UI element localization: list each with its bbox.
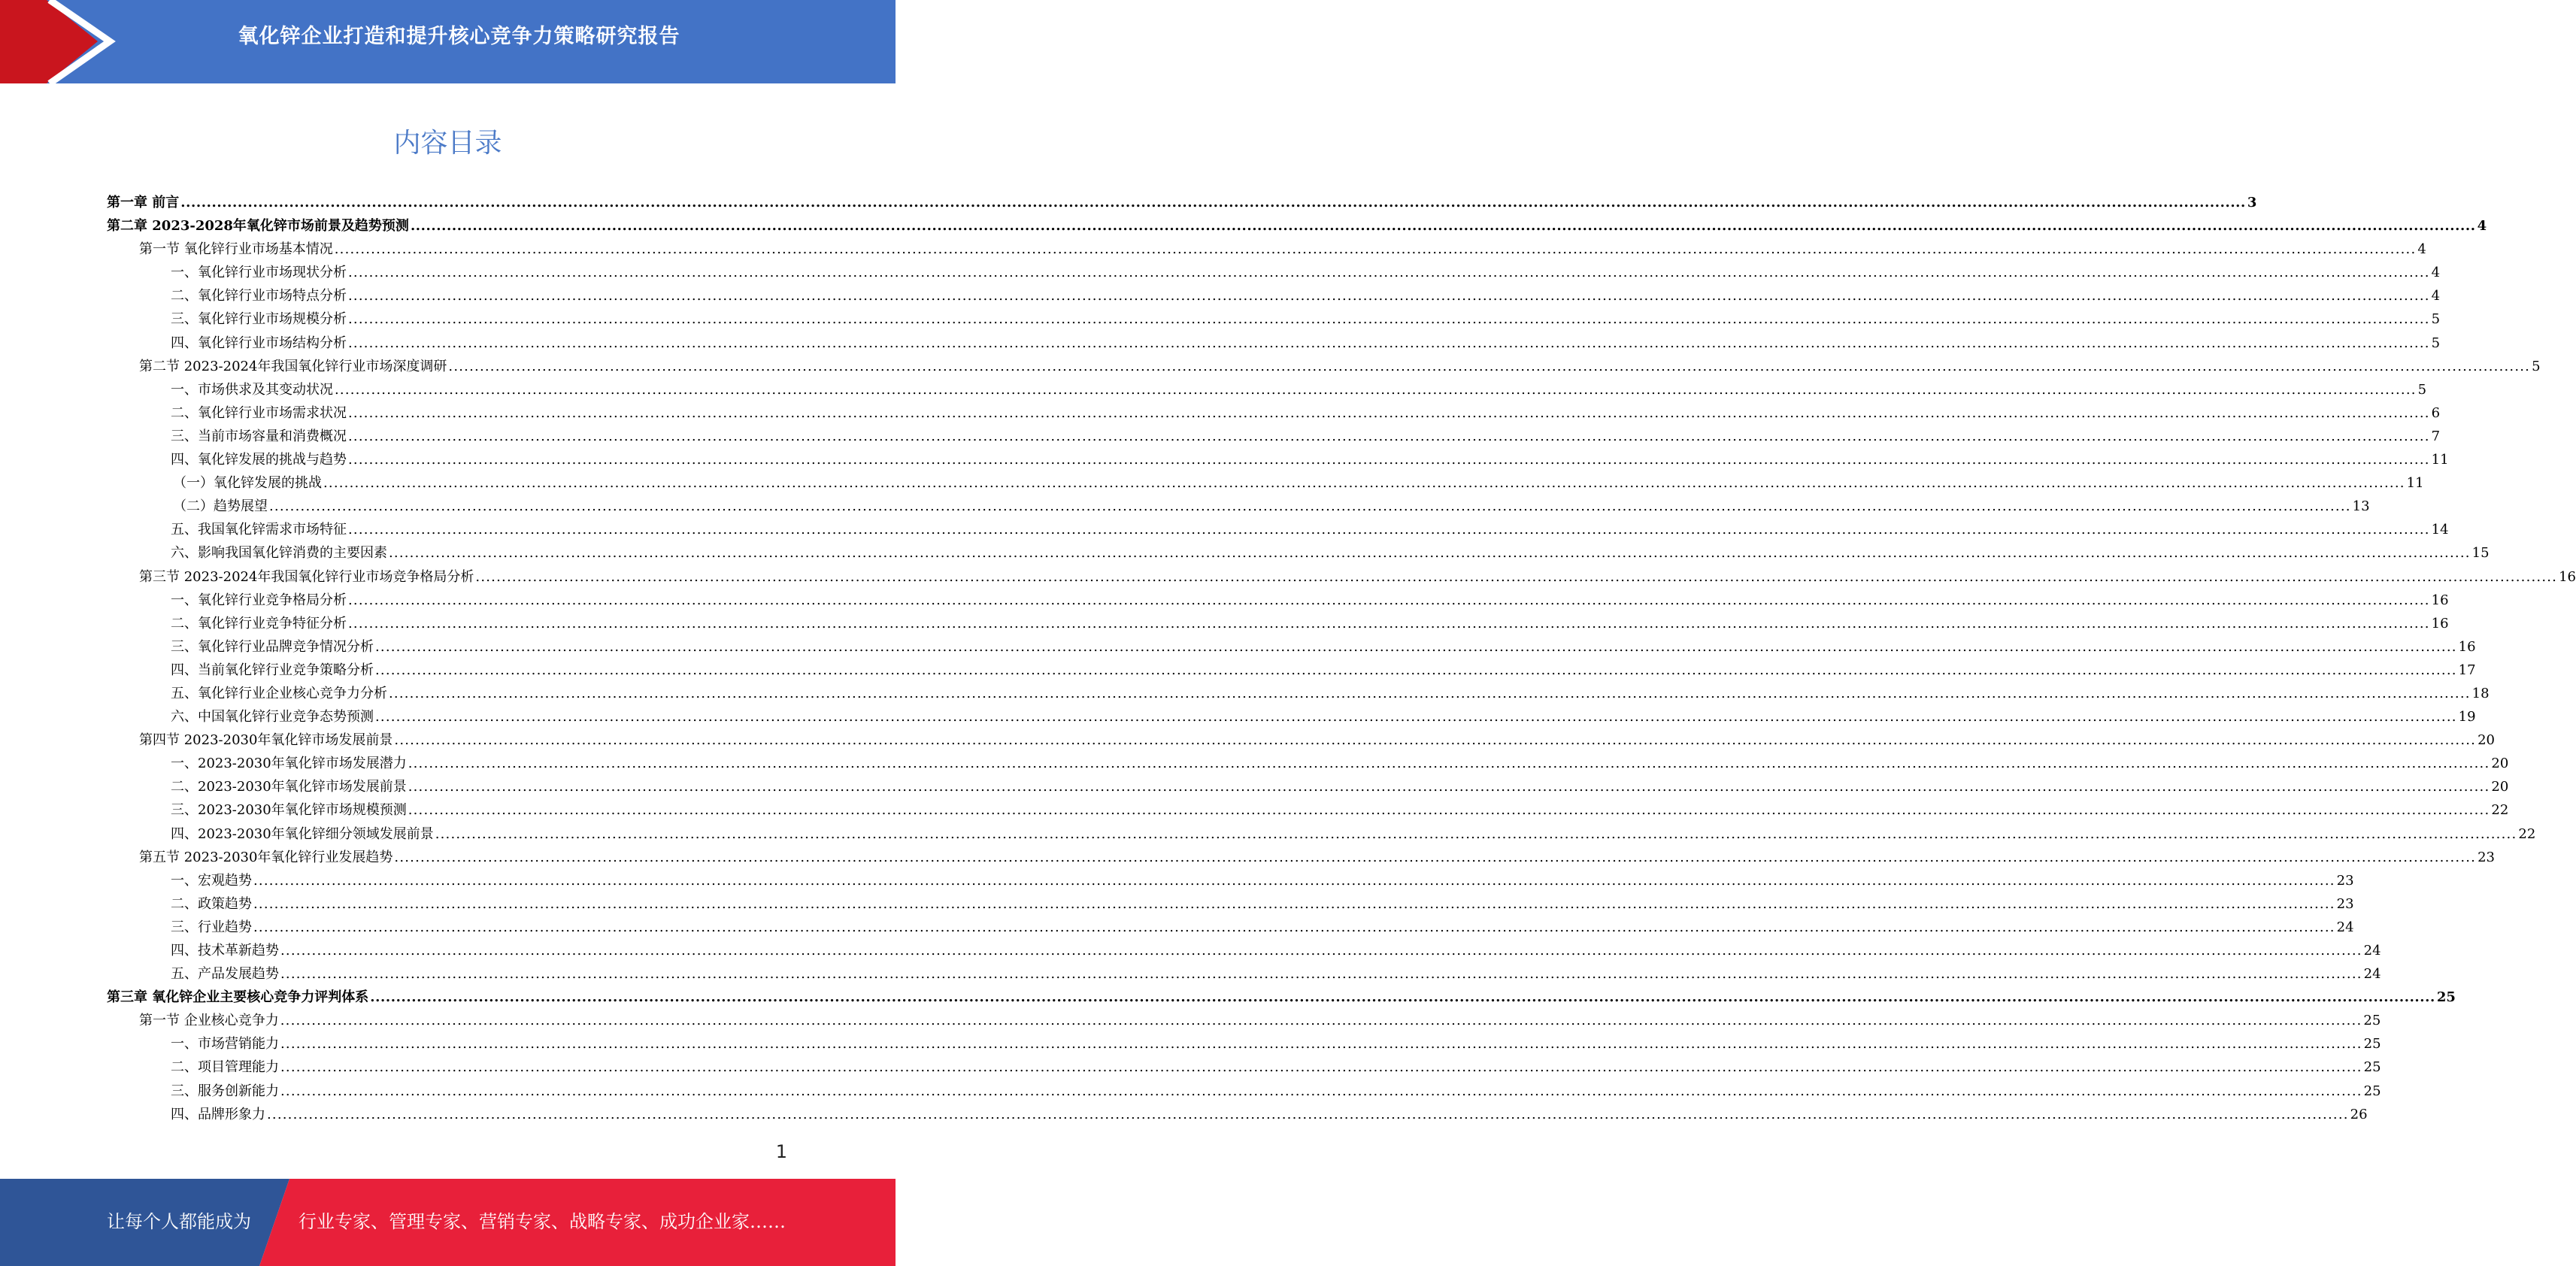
toc-entry[interactable] xyxy=(0,284,2441,307)
toc-entry-page: 15 xyxy=(2471,545,2490,562)
toc-entry[interactable] xyxy=(0,261,2441,284)
toc-entry-page: 5 xyxy=(2431,335,2441,351)
toc-entry-title: 第一章 前言 xyxy=(107,195,180,210)
toc-entry[interactable] xyxy=(0,892,2354,916)
toc-entry-title: 三、行业趋势 xyxy=(171,919,252,935)
toc-entry-title: 第二章 2023-2028年氧化锌市场前景及趋势预测 xyxy=(107,218,409,235)
toc-entry[interactable] xyxy=(0,518,2449,541)
page-number: 1 xyxy=(775,1141,787,1162)
toc-entry-page: 20 xyxy=(2478,732,2495,749)
toc-dot-leader: ................................................................................................................................................................................................................................................................................................................................................................................................................ xyxy=(280,1013,2362,1029)
toc-entry-title: 二、氧化锌行业市场需求状况 xyxy=(171,404,347,421)
toc-entry-title: 第五节 2023-2030年氧化锌行业发展趋势 xyxy=(139,849,393,865)
toc-entry-title: 二、氧化锌行业市场特点分析 xyxy=(171,288,347,304)
toc-entry-title: 五、产品发展趋势 xyxy=(171,966,279,983)
toc-dot-leader: ................................................................................................................................................................................................................................................................................................................................................................................................................ xyxy=(348,335,2430,351)
toc-entry[interactable] xyxy=(0,822,2536,846)
header-banner xyxy=(0,0,896,83)
toc-entry[interactable] xyxy=(0,565,2576,589)
toc-entry[interactable] xyxy=(0,939,2381,962)
toc-entry[interactable] xyxy=(0,191,2257,214)
toc-entry-page: 11 xyxy=(2406,475,2424,492)
toc-entry-title: 二、项目管理能力 xyxy=(171,1059,279,1076)
toc-dot-leader: ................................................................................................................................................................................................................................................................................................................................................................................................................ xyxy=(253,919,2335,935)
toc-entry-page: 3 xyxy=(2247,195,2257,210)
toc-entry[interactable] xyxy=(0,1103,2368,1126)
toc-entry[interactable] xyxy=(0,332,2441,355)
toc-entry[interactable] xyxy=(0,589,2449,612)
toc-entry-page: 25 xyxy=(2363,1059,2381,1076)
toc-entry[interactable] xyxy=(0,846,2495,869)
toc-dot-leader: ................................................................................................................................................................................................................................................................................................................................................................................................................ xyxy=(180,195,2246,210)
toc-entry[interactable] xyxy=(0,307,2441,331)
toc-entry-title: 三、氧化锌行业市场规模分析 xyxy=(171,311,347,328)
toc-dot-leader: ................................................................................................................................................................................................................................................................................................................................................................................................................ xyxy=(348,404,2430,421)
toc-entry-page: 24 xyxy=(2363,943,2381,959)
toc-entry[interactable] xyxy=(0,448,2449,471)
toc-entry-page: 6 xyxy=(2431,404,2441,421)
toc-dot-leader: ................................................................................................................................................................................................................................................................................................................................................................................................................ xyxy=(348,615,2430,631)
toc-entry[interactable] xyxy=(0,869,2354,892)
toc-entry-title: 四、氧化锌行业市场结构分析 xyxy=(171,335,347,351)
toc-entry-page: 14 xyxy=(2431,522,2449,538)
toc-entry[interactable] xyxy=(0,471,2424,495)
toc-entry-page: 24 xyxy=(2363,966,2381,983)
toc-dot-leader: ................................................................................................................................................................................................................................................................................................................................................................................................................ xyxy=(269,498,2351,515)
toc-dot-leader: ................................................................................................................................................................................................................................................................................................................................................................................................................ xyxy=(448,358,2531,374)
toc-entry-title: 五、氧化锌行业企业核心竞争力分析 xyxy=(171,685,387,701)
toc-entry-title: 一、2023-2030年氧化锌市场发展潜力 xyxy=(171,756,407,772)
toc-entry-title: （二）趋势展望 xyxy=(173,498,268,515)
toc-entry-page: 23 xyxy=(2336,872,2354,889)
header-arrow-decoration xyxy=(0,0,120,83)
toc-entry-page: 25 xyxy=(2436,989,2456,1006)
toc-entry-page: 16 xyxy=(2559,568,2576,585)
toc-dot-leader: ................................................................................................................................................................................................................................................................................................................................................................................................................ xyxy=(435,825,2517,842)
toc-entry[interactable] xyxy=(0,238,2426,261)
toc-entry[interactable] xyxy=(0,425,2441,448)
toc-entry-page: 18 xyxy=(2471,685,2490,701)
toc-entry[interactable] xyxy=(0,1009,2381,1032)
toc-entry[interactable] xyxy=(0,355,2541,378)
toc-entry-title: 一、市场营销能力 xyxy=(171,1036,279,1052)
toc-entry-title: 三、当前市场容量和消费概况 xyxy=(171,428,347,444)
footer-slogan: 让每个人都能成为 xyxy=(107,1211,251,1232)
toc-entry[interactable] xyxy=(0,495,2370,518)
toc-dot-leader: ................................................................................................................................................................................................................................................................................................................................................................................................................ xyxy=(375,638,2457,655)
toc-entry-title: 二、政策趋势 xyxy=(171,895,252,912)
toc-entry-title: 四、技术革新趋势 xyxy=(171,943,279,959)
toc-dot-leader: ................................................................................................................................................................................................................................................................................................................................................................................................................ xyxy=(375,709,2457,725)
toc-entry-page: 13 xyxy=(2352,498,2370,515)
toc-entry-title: 第四节 2023-2030年氧化锌市场发展前景 xyxy=(139,732,393,749)
toc-entry-page: 16 xyxy=(2458,638,2476,655)
toc-dot-leader: ................................................................................................................................................................................................................................................................................................................................................................................................................ xyxy=(280,966,2362,983)
toc-entry-page: 16 xyxy=(2431,592,2449,608)
toc-dot-leader: ................................................................................................................................................................................................................................................................................................................................................................................................................ xyxy=(348,428,2430,444)
toc-entry-page: 19 xyxy=(2458,709,2476,725)
toc-entry[interactable] xyxy=(0,659,2476,682)
toc-dot-leader: ................................................................................................................................................................................................................................................................................................................................................................................................................ xyxy=(348,452,2430,468)
toc-entry[interactable] xyxy=(0,916,2354,939)
toc-entry-title: 一、氧化锌行业竞争格局分析 xyxy=(171,592,347,608)
toc-entry-page: 16 xyxy=(2431,615,2449,631)
toc-dot-leader: ................................................................................................................................................................................................................................................................................................................................................................................................................ xyxy=(253,895,2335,912)
toc-entry[interactable] xyxy=(0,401,2441,425)
toc-entry-page: 20 xyxy=(2491,779,2509,795)
toc-dot-leader: ................................................................................................................................................................................................................................................................................................................................................................................................................ xyxy=(335,381,2417,398)
toc-entry-title: 第三节 2023-2024年我国氧化锌行业市场竞争格局分析 xyxy=(139,568,474,585)
toc-entry-title: 三、服务创新能力 xyxy=(171,1083,279,1099)
toc-entry-title: 一、宏观趋势 xyxy=(171,872,252,889)
toc-entry[interactable] xyxy=(0,1080,2381,1103)
toc-entry[interactable] xyxy=(0,728,2495,752)
toc-entry-title: 四、当前氧化锌行业竞争策略分析 xyxy=(171,662,374,678)
toc-entry[interactable] xyxy=(0,705,2476,728)
toc-entry-title: 四、品牌形象力 xyxy=(171,1106,265,1122)
toc-entry[interactable] xyxy=(0,682,2490,705)
toc-dot-leader: ................................................................................................................................................................................................................................................................................................................................................................................................................ xyxy=(280,1036,2362,1052)
toc-dot-leader: ................................................................................................................................................................................................................................................................................................................................................................................................................ xyxy=(389,545,2471,562)
toc-dot-leader: ................................................................................................................................................................................................................................................................................................................................................................................................................ xyxy=(348,311,2430,328)
toc-dot-leader: ................................................................................................................................................................................................................................................................................................................................................................................................................ xyxy=(267,1106,2349,1122)
toc-dot-leader: ................................................................................................................................................................................................................................................................................................................................................................................................................ xyxy=(348,592,2430,608)
toc-dot-leader: ................................................................................................................................................................................................................................................................................................................................................................................................................ xyxy=(280,1059,2362,1076)
toc-dot-leader: ................................................................................................................................................................................................................................................................................................................................................................................................................ xyxy=(410,218,2476,235)
toc-dot-leader: ................................................................................................................................................................................................................................................................................................................................................................................................................ xyxy=(408,779,2490,795)
toc-entry[interactable] xyxy=(0,541,2490,565)
toc-dot-leader: ................................................................................................................................................................................................................................................................................................................................................................................................................ xyxy=(348,265,2430,281)
toc-entry-page: 25 xyxy=(2363,1083,2381,1099)
toc-entry-page: 23 xyxy=(2478,849,2495,865)
toc-entry[interactable] xyxy=(0,635,2476,659)
toc-entry-page: 4 xyxy=(2431,288,2441,304)
toc-entry-title: 三、2023-2030年氧化锌市场规模预测 xyxy=(171,802,407,819)
toc-list xyxy=(0,191,2576,1126)
toc-entry[interactable] xyxy=(0,1056,2381,1079)
toc-entry-title: （一）氧化锌发展的挑战 xyxy=(173,475,322,492)
toc-entry-title: 二、氧化锌行业竞争特征分析 xyxy=(171,615,347,631)
toc-entry-title: 一、氧化锌行业市场现状分析 xyxy=(171,265,347,281)
toc-dot-leader: ................................................................................................................................................................................................................................................................................................................................................................................................................ xyxy=(348,288,2430,304)
report-title: 氧化锌企业打造和提升核心竞争力策略研究报告 xyxy=(238,25,680,48)
toc-entry-title: 一、市场供求及其变动状况 xyxy=(171,381,333,398)
toc-entry-page: 23 xyxy=(2336,895,2354,912)
toc-entry-page: 4 xyxy=(2477,218,2487,235)
toc-title: 内容目录 xyxy=(393,128,502,159)
toc-entry-title: 第一节 氧化锌行业市场基本情况 xyxy=(139,241,333,258)
toc-entry[interactable] xyxy=(0,214,2487,238)
toc-entry-page: 20 xyxy=(2491,756,2509,772)
toc-entry-title: 六、中国氧化锌行业竞争态势预测 xyxy=(171,709,374,725)
toc-dot-leader: ................................................................................................................................................................................................................................................................................................................................................................................................................ xyxy=(323,475,2405,492)
toc-entry-title: 五、我国氧化锌需求市场特征 xyxy=(171,522,347,538)
toc-dot-leader: ................................................................................................................................................................................................................................................................................................................................................................................................................ xyxy=(348,522,2430,538)
toc-dot-leader: ................................................................................................................................................................................................................................................................................................................................................................................................................ xyxy=(375,662,2457,678)
toc-entry[interactable] xyxy=(0,798,2509,822)
toc-dot-leader: ................................................................................................................................................................................................................................................................................................................................................................................................................ xyxy=(280,943,2362,959)
toc-entry-page: 25 xyxy=(2363,1013,2381,1029)
toc-entry-title: 四、氧化锌发展的挑战与趋势 xyxy=(171,452,347,468)
toc-dot-leader: ................................................................................................................................................................................................................................................................................................................................................................................................................ xyxy=(394,732,2477,749)
toc-entry-page: 22 xyxy=(2491,802,2509,819)
toc-dot-leader: ................................................................................................................................................................................................................................................................................................................................................................................................................ xyxy=(280,1083,2362,1099)
toc-entry-title: 第二节 2023-2024年我国氧化锌行业市场深度调研 xyxy=(139,358,447,374)
toc-entry-page: 17 xyxy=(2458,662,2476,678)
toc-entry-page: 7 xyxy=(2431,428,2441,444)
toc-entry[interactable] xyxy=(0,752,2509,775)
toc-entry-title: 第一节 企业核心竞争力 xyxy=(139,1013,279,1029)
toc-dot-leader: ................................................................................................................................................................................................................................................................................................................................................................................................................ xyxy=(475,568,2558,585)
toc-entry[interactable] xyxy=(0,378,2427,401)
toc-entry-page: 4 xyxy=(2417,241,2426,258)
toc-dot-leader: ................................................................................................................................................................................................................................................................................................................................................................................................................ xyxy=(334,241,2417,258)
toc-entry-title: 二、2023-2030年氧化锌市场发展前景 xyxy=(171,779,407,795)
toc-entry-title: 六、影响我国氧化锌消费的主要因素 xyxy=(171,545,387,562)
toc-entry-page: 5 xyxy=(2417,381,2427,398)
toc-entry-page: 4 xyxy=(2431,265,2441,281)
toc-entry-page: 11 xyxy=(2431,452,2449,468)
toc-entry-page: 5 xyxy=(2431,311,2441,328)
toc-entry-page: 26 xyxy=(2350,1106,2368,1122)
toc-dot-leader: ................................................................................................................................................................................................................................................................................................................................................................................................................ xyxy=(389,685,2471,701)
toc-entry-page: 25 xyxy=(2363,1036,2381,1052)
toc-entry-title: 第三章 氧化锌企业主要核心竞争力评判体系 xyxy=(107,989,369,1006)
toc-dot-leader: ................................................................................................................................................................................................................................................................................................................................................................................................................ xyxy=(394,849,2477,865)
toc-entry-title: 三、氧化锌行业品牌竞争情况分析 xyxy=(171,638,374,655)
toc-entry-title: 四、2023-2030年氧化锌细分领域发展前景 xyxy=(171,825,434,842)
toc-dot-leader: ................................................................................................................................................................................................................................................................................................................................................................................................................ xyxy=(408,802,2490,819)
toc-dot-leader: ................................................................................................................................................................................................................................................................................................................................................................................................................ xyxy=(408,756,2490,772)
toc-entry[interactable] xyxy=(0,962,2381,986)
footer-roles: 行业专家、管理专家、营销专家、战略专家、成功企业家…… xyxy=(299,1211,786,1232)
toc-entry[interactable] xyxy=(0,775,2509,798)
toc-dot-leader: ................................................................................................................................................................................................................................................................................................................................................................................................................ xyxy=(253,872,2335,889)
toc-entry[interactable] xyxy=(0,986,2456,1009)
toc-dot-leader: ................................................................................................................................................................................................................................................................................................................................................................................................................ xyxy=(370,989,2435,1006)
toc-entry[interactable] xyxy=(0,1032,2381,1056)
toc-entry-page: 22 xyxy=(2518,825,2536,842)
toc-entry-page: 5 xyxy=(2532,358,2541,374)
footer-banner xyxy=(0,1179,896,1266)
toc-entry[interactable] xyxy=(0,612,2449,635)
toc-entry-page: 24 xyxy=(2336,919,2354,935)
